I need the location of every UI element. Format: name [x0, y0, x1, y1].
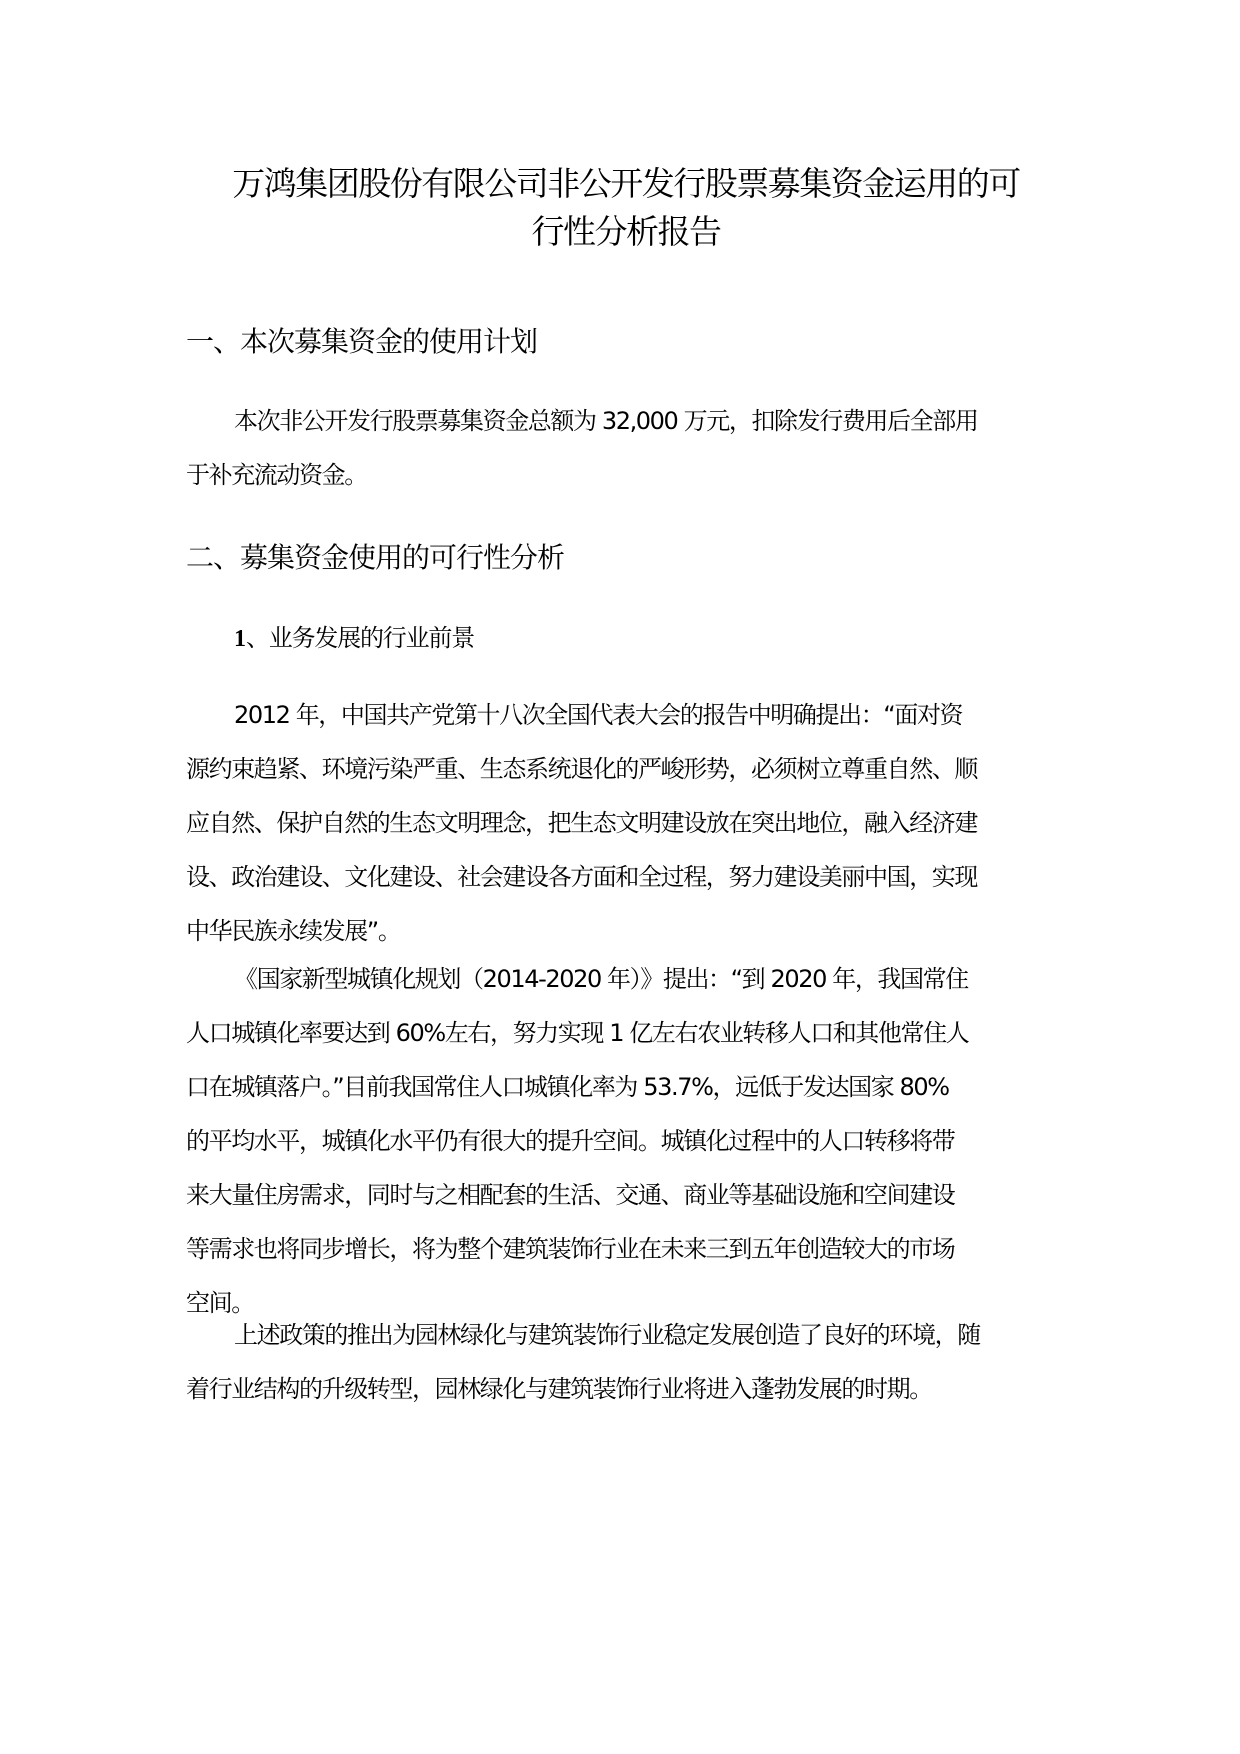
subsection-1-heading	[234, 618, 474, 659]
paragraph-line: 等需求也将同步增长，将为整个建筑装饰行业在未来三到五年创造较大的市场	[186, 1235, 955, 1263]
policy-paragraph-1	[186, 688, 1066, 958]
paragraph-line: 源约束趋紧、环境污染严重、生态系统退化的严峻形势，必须树立尊重自然、顺	[186, 755, 977, 783]
paragraph-line: 设、政治建设、文化建设、社会建设各方面和全过程，努力建设美丽中国，实现	[186, 863, 977, 891]
policy-paragraph-3	[186, 1308, 1066, 1416]
paragraph-line: 中华民族永续发展”。	[186, 917, 401, 945]
section-1-paragraph	[186, 394, 1066, 502]
title-line-1: 万鸿集团股份有限公司非公开发行股票募集资金运用的可	[232, 164, 1020, 203]
paragraph-line: 上述政策的推出为园林绿化与建筑装饰行业稳定发展创造了良好的环境，随	[234, 1321, 980, 1349]
paragraph-line: 来大量住房需求，同时与之相配套的生活、交通、商业等基础设施和空间建设	[186, 1181, 955, 1209]
policy-paragraph-2	[186, 952, 1066, 1330]
subsection-title: 、业务发展的行业前景	[246, 624, 474, 652]
document-title	[186, 160, 1066, 256]
section-2-heading: 二、募集资金使用的可行性分析	[186, 541, 565, 574]
paragraph-line: 着行业结构的升级转型，园林绿化与建筑装饰行业将进入蓬勃发展的时期。	[186, 1375, 932, 1403]
paragraph-line: 2012 年，中国共产党第十八次全国代表大会的报告中明确提出：“面对资	[234, 701, 963, 729]
paragraph-line: 《国家新型城镇化规划（2014-2020 年）》提出：“到 2020 年，我国常住	[234, 965, 968, 993]
paragraph-line: 的平均水平，城镇化水平仍有很大的提升空间。城镇化过程中的人口转移将带	[186, 1127, 955, 1155]
paragraph-line: 本次非公开发行股票募集资金总额为 32,000 万元，扣除发行费用后全部用	[234, 407, 978, 435]
subsection-number: 1	[234, 626, 246, 652]
paragraph-line: 于补充流动资金。	[186, 461, 367, 489]
title-line-2: 行性分析报告	[531, 212, 721, 251]
paragraph-line: 口在城镇落户。”目前我国常住人口城镇化率为 53.7%，远低于发达国家 80%	[186, 1073, 949, 1101]
paragraph-line: 空间。	[186, 1289, 254, 1317]
paragraph-line: 应自然、保护自然的生态文明理念，把生态文明建设放在突出地位，融入经济建	[186, 809, 977, 837]
paragraph-line: 人口城镇化率要达到 60%左右，努力实现 1 亿左右农业转移人口和其他常住人	[186, 1019, 969, 1047]
section-1-heading: 一、本次募集资金的使用计划	[186, 325, 538, 358]
